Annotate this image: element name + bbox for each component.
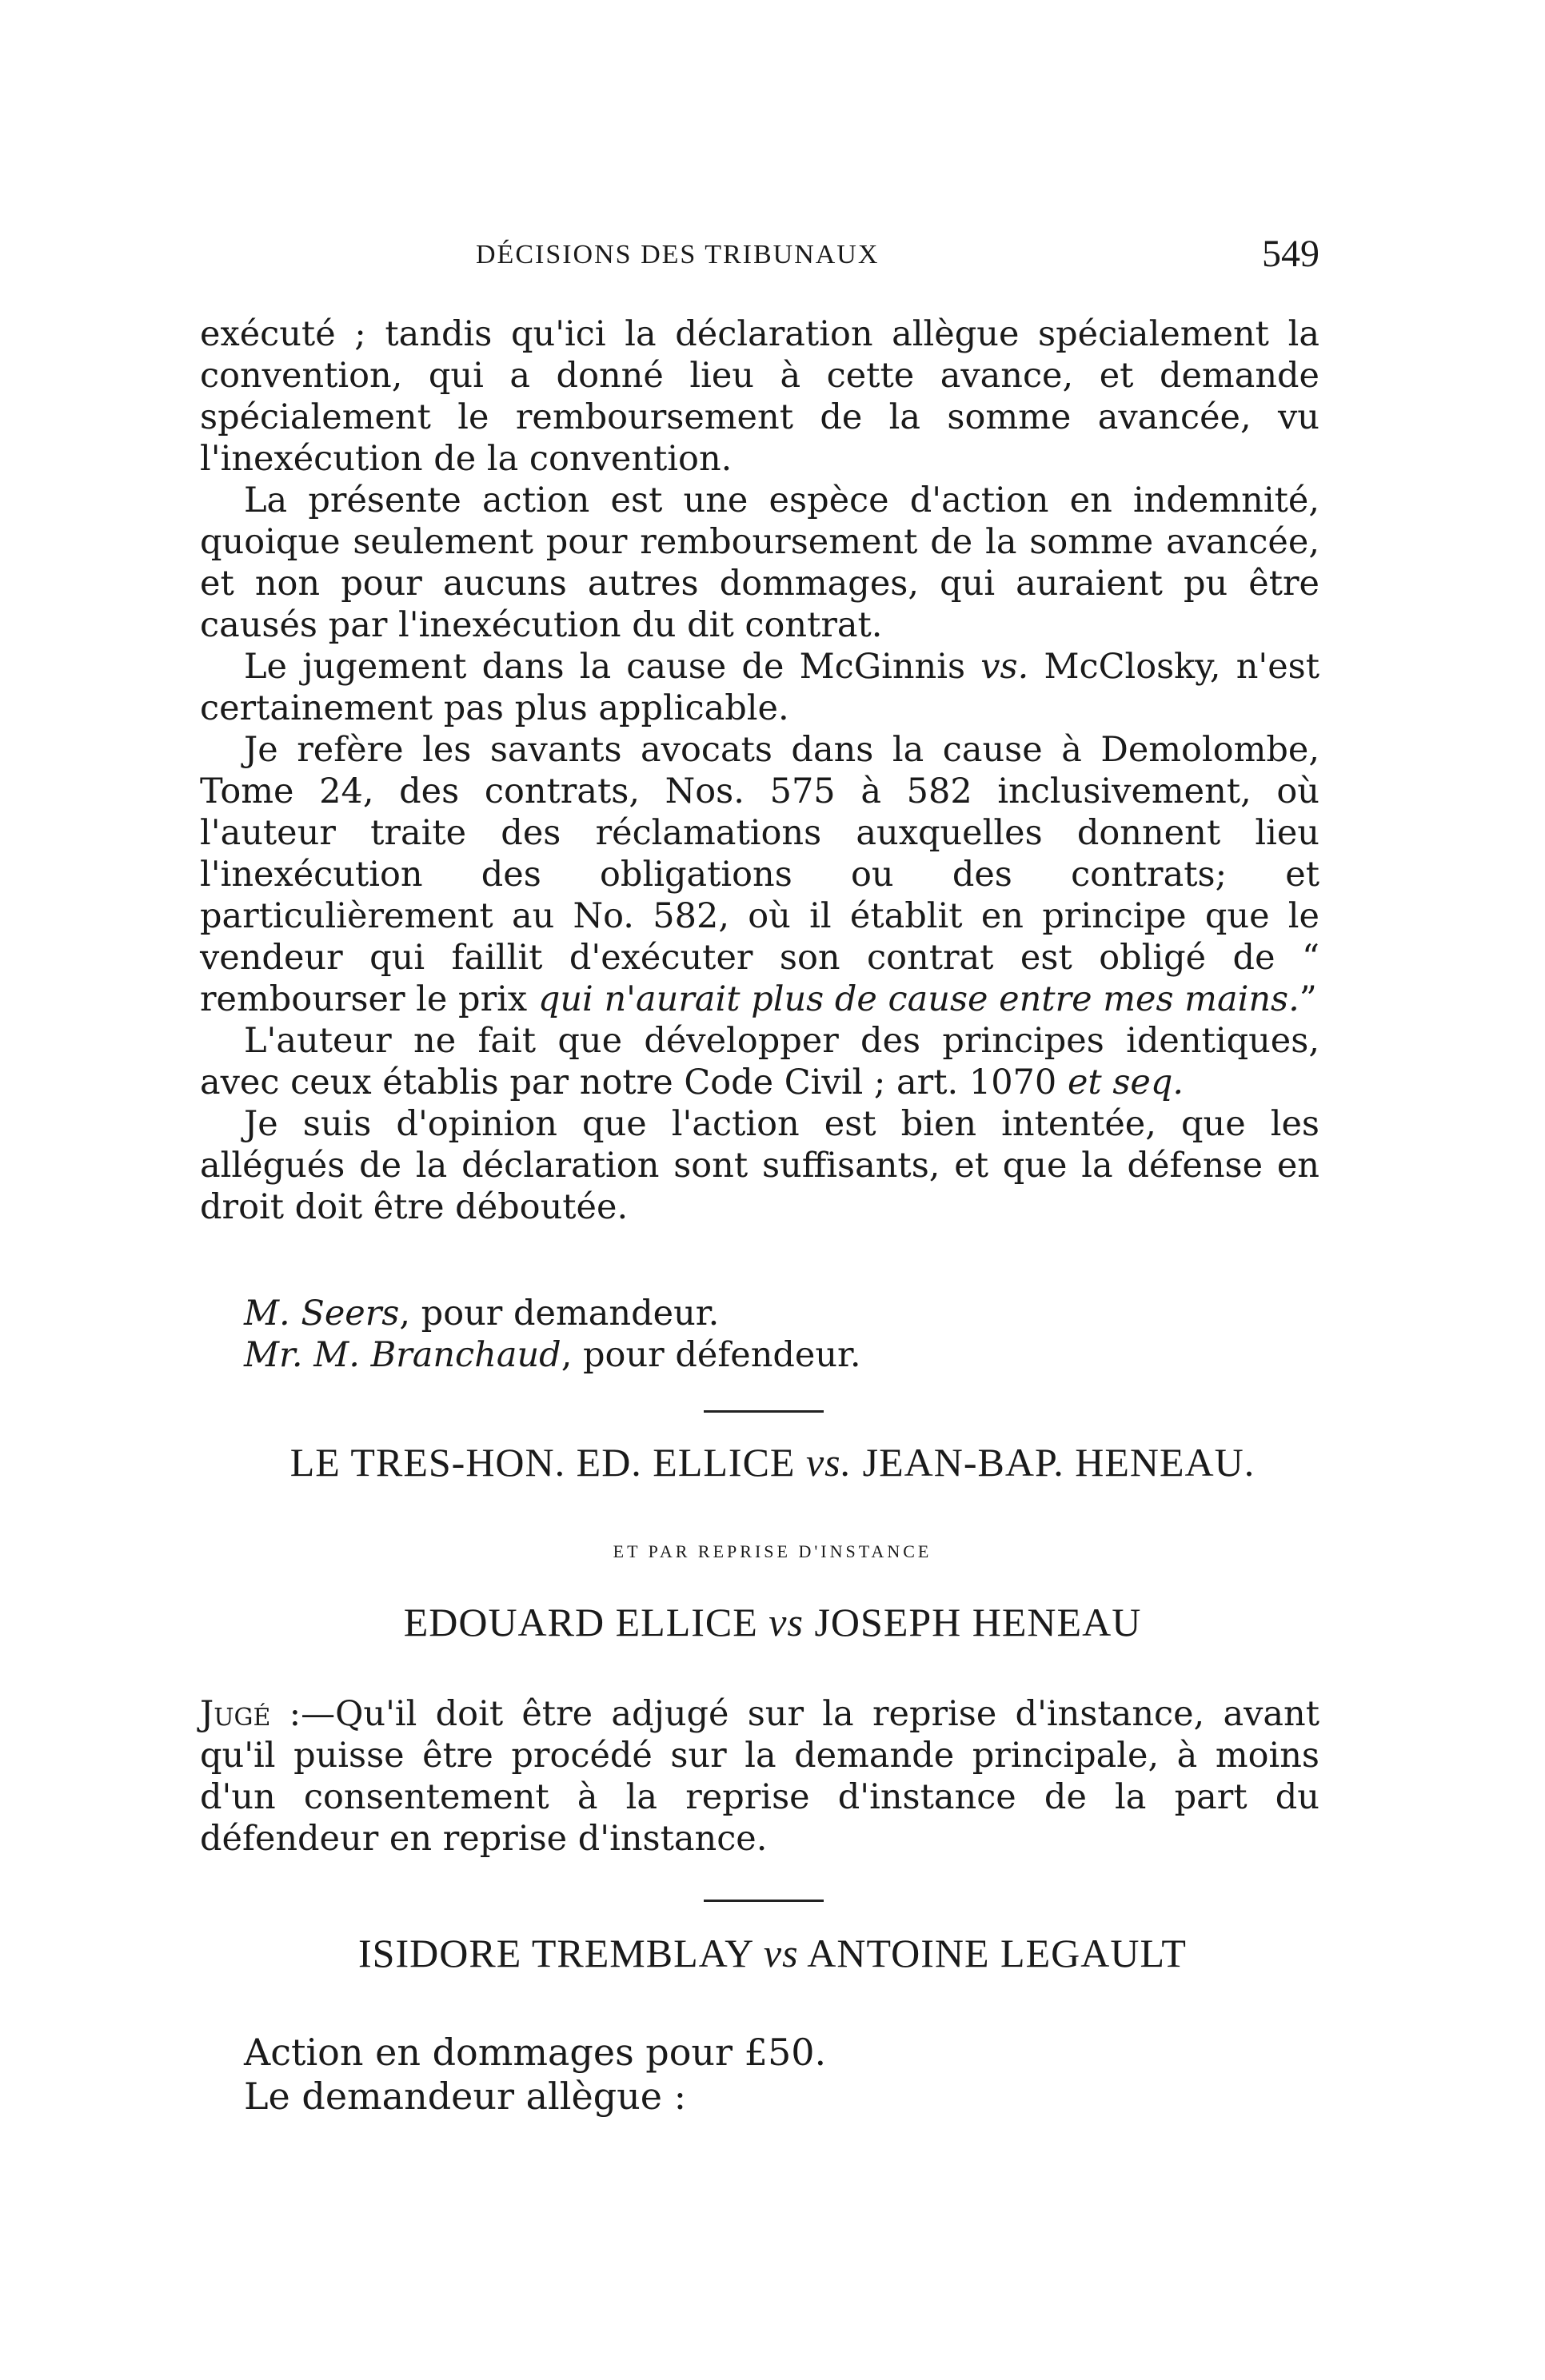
running-head: DÉCISIONS DES TRIBUNAUX bbox=[476, 240, 880, 269]
case-title-1-vs: vs. bbox=[805, 1440, 852, 1485]
defendant-counsel-role: , pour défendeur. bbox=[561, 1335, 861, 1375]
action-block bbox=[244, 2031, 826, 2119]
juge-label: Jugé bbox=[200, 1694, 271, 1734]
plaintiff-counsel-name: M. Seers bbox=[244, 1294, 400, 1334]
section-divider-2 bbox=[704, 1900, 824, 1902]
paragraph-3-vs: vs. bbox=[980, 647, 1029, 687]
case-title-1-b: JEAN-BAP. HENEAU. bbox=[852, 1440, 1256, 1485]
action-line-2: Le demandeur allègue : bbox=[244, 2075, 687, 2118]
plaintiff-counsel-role: , pour demandeur. bbox=[399, 1294, 720, 1334]
paragraph-2: La présente action est une espèce d'action en indemnité, quoique seulement pour remboursement de la somme avancée, et non pour aucuns autres dommages, qui auraient pu être causés par l'inexécution du dit contrat. bbox=[200, 480, 1319, 645]
counsel-block bbox=[244, 1293, 861, 1376]
juge-text: :—Qu'il doit être adjugé sur la reprise d'instance, avant qu'il puisse être procédé sur la demande principale, à moins d'un consentement à la reprise d'instance de la part du défendeur en reprise d'instance. bbox=[200, 1694, 1319, 1859]
case-title-3-b: ANTOINE LEGAULT bbox=[798, 1931, 1187, 1975]
page-number: 549 bbox=[1262, 233, 1319, 275]
defendant-counsel bbox=[244, 1334, 861, 1376]
case-title-3 bbox=[0, 1930, 1545, 1976]
case-title-2-b: JOSEPH HENEAU bbox=[803, 1600, 1142, 1644]
case-title-1 bbox=[0, 1439, 1545, 1485]
paragraph-5-text-a: L'auteur ne fait que développer des principes identiques, avec ceux établis par notre Code Civil ; art. 1070 bbox=[200, 1021, 1319, 1102]
body-text bbox=[200, 313, 1319, 1228]
section-divider-1 bbox=[704, 1410, 824, 1413]
paragraph-6: Je suis d'opinion que l'action est bien intentée, que les allégués de la déclaration sont suffisants, et que la défense en droit doit être déboutée. bbox=[200, 1104, 1319, 1227]
page-header bbox=[200, 232, 1319, 288]
paragraph-5 bbox=[200, 1020, 1319, 1103]
plaintiff-counsel bbox=[244, 1293, 861, 1334]
case-title-3-a: ISIDORE TREMBLAY bbox=[358, 1931, 764, 1975]
paragraph-4-text-b: ” bbox=[1299, 979, 1317, 1019]
paragraph-3-text-b: McClosky, n'est certainement pas plus applicable. bbox=[200, 647, 1319, 728]
paragraph-4-quote: qui n'aurait plus de cause entre mes mains. bbox=[537, 979, 1299, 1019]
juge-paragraph bbox=[200, 1693, 1319, 1860]
case-title-2-vs: vs bbox=[769, 1600, 804, 1644]
paragraph-5-etseq: et seq. bbox=[1067, 1062, 1184, 1102]
paragraph-3-text-a: Le jugement dans la cause de McGinnis bbox=[244, 647, 981, 687]
case-title-1-a: LE TRES-HON. ED. ELLICE bbox=[289, 1440, 806, 1485]
reprise-line: ET PAR REPRISE D'INSTANCE bbox=[613, 1541, 932, 1561]
paragraph-3 bbox=[200, 646, 1319, 729]
action-line-1: Action en dommages pour £50. bbox=[244, 2031, 827, 2074]
case-title-2-a: EDOUARD ELLICE bbox=[403, 1600, 769, 1644]
paragraph-4 bbox=[200, 729, 1319, 1020]
paragraph-1: exécuté ; tandis qu'ici la déclaration allègue spécialement la convention, qui a donné lieu à cette avance, et demande spécialement le remboursement de la somme avancée, vu l'inexécution de la convention. bbox=[200, 314, 1319, 479]
paragraph-4-text-a: Je refère les savants avocats dans la cause à Demolombe, Tome 24, des contrats, Nos. 575 à 582 inclusivement, où l'auteur traite des réclamations auxquelles donnent lieu l'inexécution des obligations ou des contrats; et particulièrement au No. 582, où il établit en principe que le vendeur qui faillit d'exécuter son contrat est obligé de “ rembourser le prix bbox=[200, 730, 1319, 1019]
case-title-3-vs: vs bbox=[763, 1931, 799, 1975]
case-title-2 bbox=[0, 1599, 1545, 1645]
defendant-counsel-name: Mr. M. Branchaud bbox=[244, 1335, 561, 1375]
